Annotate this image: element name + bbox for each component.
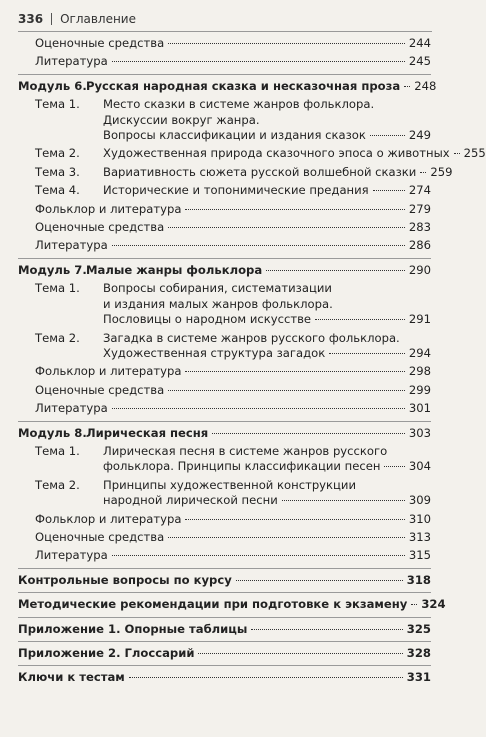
entry-page: 299: [408, 382, 431, 397]
leader-dots: [251, 629, 402, 630]
entry-page: 325: [406, 621, 431, 636]
leader-dots: [168, 227, 405, 228]
topic-entry[interactable]: [18, 478, 431, 509]
section-divider: [18, 568, 431, 569]
section-divider: [18, 641, 431, 642]
table-of-contents: [18, 36, 486, 686]
topic-line: фольклора. Принципы классификации песен: [103, 459, 381, 474]
running-header: [18, 12, 136, 26]
topic-label: Тема 2.: [35, 330, 80, 345]
section-divider: [18, 592, 431, 593]
entry-title: Фольклор и литература: [35, 201, 182, 216]
topic-entry[interactable]: [18, 164, 453, 180]
topic-entry[interactable]: [18, 331, 431, 362]
entry-title: Методические рекомендации при подготовке к экзамену: [18, 597, 408, 612]
entry-title: Ключи к тестам: [18, 670, 125, 685]
leader-dots: [212, 433, 405, 434]
entry-page: 303: [408, 425, 431, 440]
module-label: Модуль 7.: [18, 262, 87, 277]
entry-page: 331: [406, 670, 431, 685]
leader-dots: [185, 371, 404, 372]
entry-page: 324: [421, 597, 446, 612]
toc-entry[interactable]: [18, 401, 431, 416]
topic-line: Дискуссии вокруг жанра.: [103, 112, 260, 127]
leader-dots: [168, 43, 405, 44]
entry-page: 315: [408, 548, 431, 563]
topic-label: Тема 2.: [35, 477, 80, 492]
leader-dots: [315, 319, 405, 320]
toc-entry[interactable]: [18, 597, 446, 612]
topic-line: Вопросы классификации и издания сказок: [103, 128, 366, 143]
leader-dots: [168, 537, 405, 538]
leader-dots: [168, 390, 405, 391]
toc-entry[interactable]: [18, 530, 431, 545]
entry-page: 318: [406, 572, 431, 587]
section-divider: [18, 421, 431, 422]
toc-entry[interactable]: [18, 220, 431, 235]
leader-dots: [185, 519, 404, 520]
toc-entry[interactable]: [18, 670, 431, 685]
header-rule: [18, 31, 432, 32]
leader-dots: [420, 172, 426, 173]
topic-label: Тема 1.: [35, 443, 80, 458]
entry-page: 290: [408, 262, 431, 277]
leader-dots: [112, 555, 405, 556]
entry-title: Приложение 2. Глоссарий: [18, 646, 195, 660]
leader-dots: [129, 677, 403, 678]
topic-label: Тема 1.: [35, 281, 80, 296]
entry-page: 279: [408, 201, 431, 216]
toc-entry[interactable]: [18, 622, 431, 637]
module-7-heading[interactable]: [18, 263, 431, 278]
toc-entry[interactable]: [18, 383, 431, 398]
page-number: 336: [18, 12, 44, 26]
entry-page: 310: [408, 511, 431, 526]
leader-dots: [370, 135, 405, 136]
module-6-heading[interactable]: [18, 78, 437, 94]
entry-page: 248: [414, 78, 437, 93]
topic-entry[interactable]: [18, 281, 431, 327]
topic-line: Загадка в системе жанров русского фольклора.: [103, 330, 400, 345]
toc-entry[interactable]: [18, 54, 431, 69]
topic-line: Исторические и топонимические предания: [103, 183, 369, 198]
toc-entry[interactable]: [18, 512, 431, 527]
section-divider: [18, 258, 431, 259]
toc-entry[interactable]: [18, 548, 431, 563]
module-label: Модуль 6.: [18, 78, 87, 93]
topic-line: Лирическая песня в системе жанров русского: [103, 443, 388, 458]
entry-page: 291: [408, 312, 431, 327]
leader-dots: [404, 86, 410, 87]
entry-title: Оценочные средства: [35, 529, 165, 544]
topic-line: Вопросы собирания, систематизации: [103, 281, 332, 296]
leader-dots: [373, 190, 405, 191]
leader-dots: [112, 245, 405, 246]
entry-page: 304: [408, 459, 431, 474]
leader-dots: [112, 61, 405, 62]
entry-title: Литература: [35, 548, 108, 563]
topic-line: Художественная структура загадок: [103, 345, 326, 360]
section-divider: [18, 617, 431, 618]
topic-line: и издания малых жанров фольклора.: [103, 296, 333, 311]
entry-page: 313: [408, 529, 431, 544]
entry-page: 283: [408, 220, 431, 235]
topic-label: Тема 2.: [35, 146, 80, 161]
module-title: Лирическая песня: [86, 425, 209, 440]
entry-page: 301: [408, 401, 431, 416]
topic-label: Тема 3.: [35, 164, 80, 179]
toc-entry[interactable]: [18, 36, 431, 51]
toc-entry[interactable]: [18, 364, 431, 379]
entry-title: Литература: [35, 238, 108, 253]
entry-page: 249: [408, 128, 431, 143]
section-divider: [18, 74, 431, 75]
topic-entry[interactable]: [18, 444, 431, 475]
toc-entry[interactable]: [18, 646, 431, 661]
entry-title: Фольклор и литература: [35, 364, 182, 379]
leader-dots: [384, 466, 404, 467]
leader-dots: [282, 500, 405, 501]
header-separator: [51, 13, 52, 25]
entry-page: 328: [406, 646, 431, 660]
entry-title: Контрольные вопросы по курсу: [18, 572, 232, 587]
entry-page: 294: [408, 345, 431, 360]
toc-entry[interactable]: [18, 238, 431, 253]
section-divider: [18, 665, 431, 666]
topic-line: Художественная природа сказочного эпоса о животных: [103, 146, 450, 161]
leader-dots: [236, 580, 403, 581]
entry-page: 286: [408, 238, 431, 253]
entry-page: 309: [408, 493, 431, 508]
topic-line: Вариативность сюжета русской волшебной сказки: [103, 164, 417, 179]
entry-title: Фольклор и литература: [35, 511, 182, 526]
leader-dots: [454, 153, 460, 154]
leader-dots: [198, 653, 402, 654]
toc-entry[interactable]: [18, 202, 431, 217]
module-label: Модуль 8.: [18, 425, 87, 440]
leader-dots: [112, 408, 405, 409]
topic-entry[interactable]: [18, 183, 431, 198]
entry-page: 298: [408, 364, 431, 379]
topic-entry[interactable]: [18, 97, 431, 143]
topic-line: Пословицы о народном искусстве: [103, 312, 312, 327]
entry-page: 255: [463, 146, 486, 161]
entry-title: Приложение 1. Опорные таблицы: [18, 621, 248, 636]
entry-title: Литература: [35, 54, 108, 69]
module-8-heading[interactable]: [18, 426, 431, 441]
entry-page: 259: [430, 164, 453, 179]
topic-label: Тема 1.: [35, 97, 80, 112]
entry-page: 245: [408, 54, 431, 69]
entry-page: 244: [408, 36, 431, 50]
entry-title: Оценочные средства: [35, 382, 165, 397]
leader-dots: [185, 209, 404, 210]
entry-title: Оценочные средства: [35, 220, 165, 235]
toc-entry[interactable]: [18, 573, 431, 588]
module-title: Русская народная сказка и несказочная проза: [86, 78, 401, 93]
leader-dots: [411, 604, 417, 605]
module-title: Малые жанры фольклора: [86, 262, 263, 277]
topic-line: народной лирической песни: [103, 493, 278, 508]
leader-dots: [266, 270, 405, 271]
topic-line: Место сказки в системе жанров фольклора.: [103, 97, 375, 112]
section-title: Оглавление: [60, 12, 136, 26]
entry-title: Литература: [35, 401, 108, 416]
topic-label: Тема 4.: [35, 183, 80, 198]
topic-entry[interactable]: [18, 146, 486, 161]
entry-page: 274: [408, 183, 431, 198]
entry-title: Оценочные средства: [35, 36, 165, 50]
leader-dots: [329, 353, 405, 354]
topic-line: Принципы художественной конструкции: [103, 477, 357, 492]
